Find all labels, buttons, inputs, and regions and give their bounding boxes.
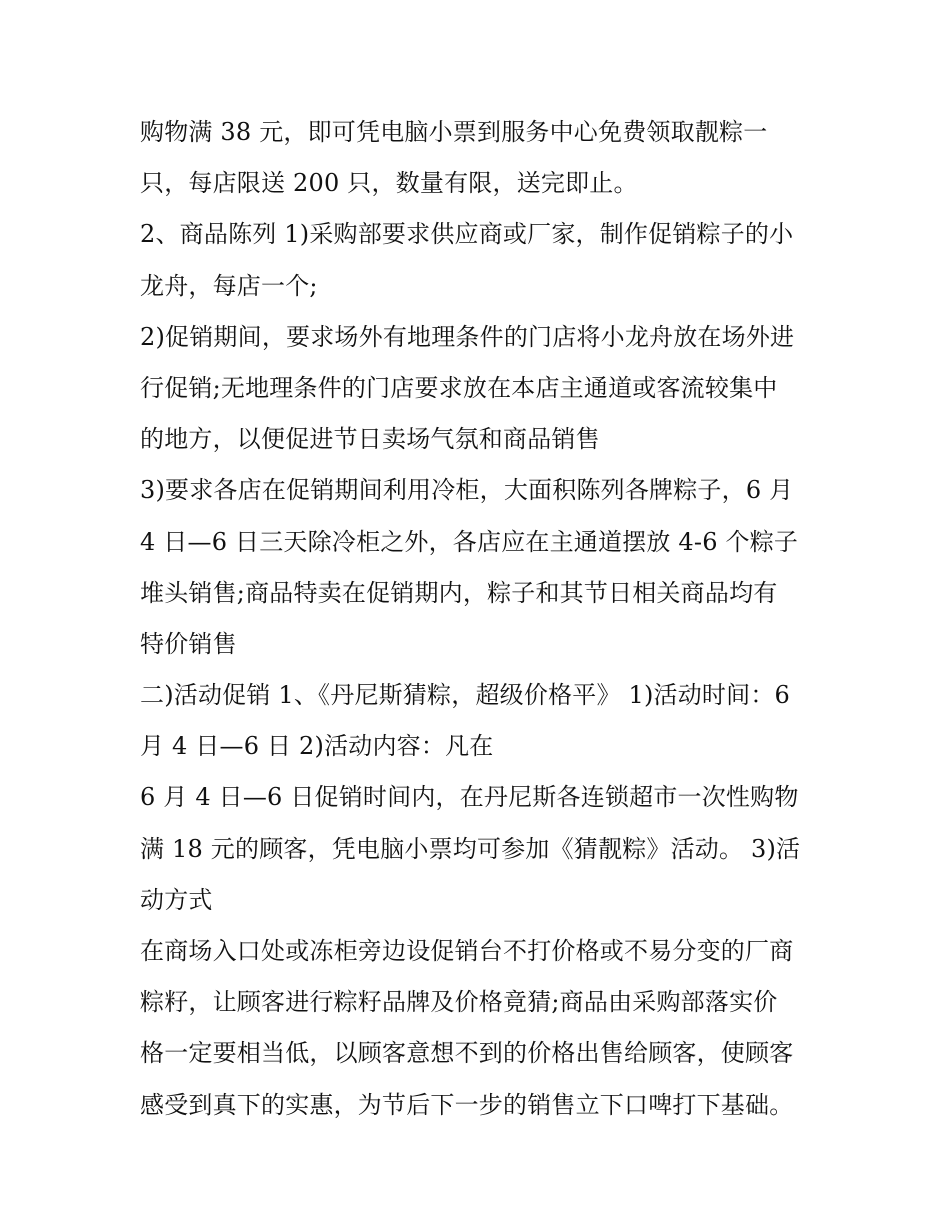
text-line: 2)促销期间，要求场外有地理条件的门店将小龙舟放在场外进 <box>140 322 795 351</box>
text-line: 特价销售 <box>140 629 237 658</box>
text-line: 堆头销售;商品特卖在促销期内，粽子和其节日相关商品均有 <box>140 578 778 607</box>
text-line: 满 18 元的顾客，凭电脑小票均可参加《猜靓粽》活动。 3)活 <box>140 834 801 863</box>
text-line: 动方式 <box>140 885 213 914</box>
text-line: 2、商品陈列 1)采购部要求供应商或厂家，制作促销粽子的小 <box>140 220 794 249</box>
text-line: 感受到真下的实惠，为节后下一步的销售立下口啤打下基础。 <box>140 1090 794 1119</box>
text-line: 4 日—6 日三天除冷柜之外，各店应在主通道摆放 4-6 个粽子 <box>140 527 799 556</box>
text-line: 龙舟，每店一个; <box>140 271 318 300</box>
text-line: 6 月 4 日—6 日促销时间内，在丹尼斯各连锁超市一次性购物 <box>140 783 799 812</box>
text-line: 3)要求各店在促销期间利用冷柜，大面积陈列各牌粽子，6 月 <box>140 476 794 505</box>
text-line: 在商场入口处或冻柜旁边设促销台不打价格或不易分变的厂商 <box>140 937 794 965</box>
text-line: 只，每店限送 200 只，数量有限，送完即止。 <box>140 169 638 198</box>
text-line: 的地方，以便促进节日卖场气氛和商品销售 <box>140 425 600 454</box>
document-body <box>140 107 830 1131</box>
text-line: 格一定要相当低，以顾客意想不到的价格出售给顾客，使顾客 <box>140 1039 794 1068</box>
text-line: 月 4 日—6 日 2)活动内容：凡在 <box>140 732 494 761</box>
text-line: 行促销;无地理条件的门店要求放在本店主通道或客流较集中 <box>140 373 778 402</box>
text-line: 粽籽，让顾客进行粽籽品牌及价格竟猜;商品由采购部落实价 <box>140 988 778 1017</box>
text-line: 二)活动促销 1、《丹尼斯猜粽，超级价格平》 1)活动时间：6 <box>140 681 790 710</box>
text-line: 购物满 38 元，即可凭电脑小票到服务中心免费领取靓粽一 <box>140 118 768 146</box>
